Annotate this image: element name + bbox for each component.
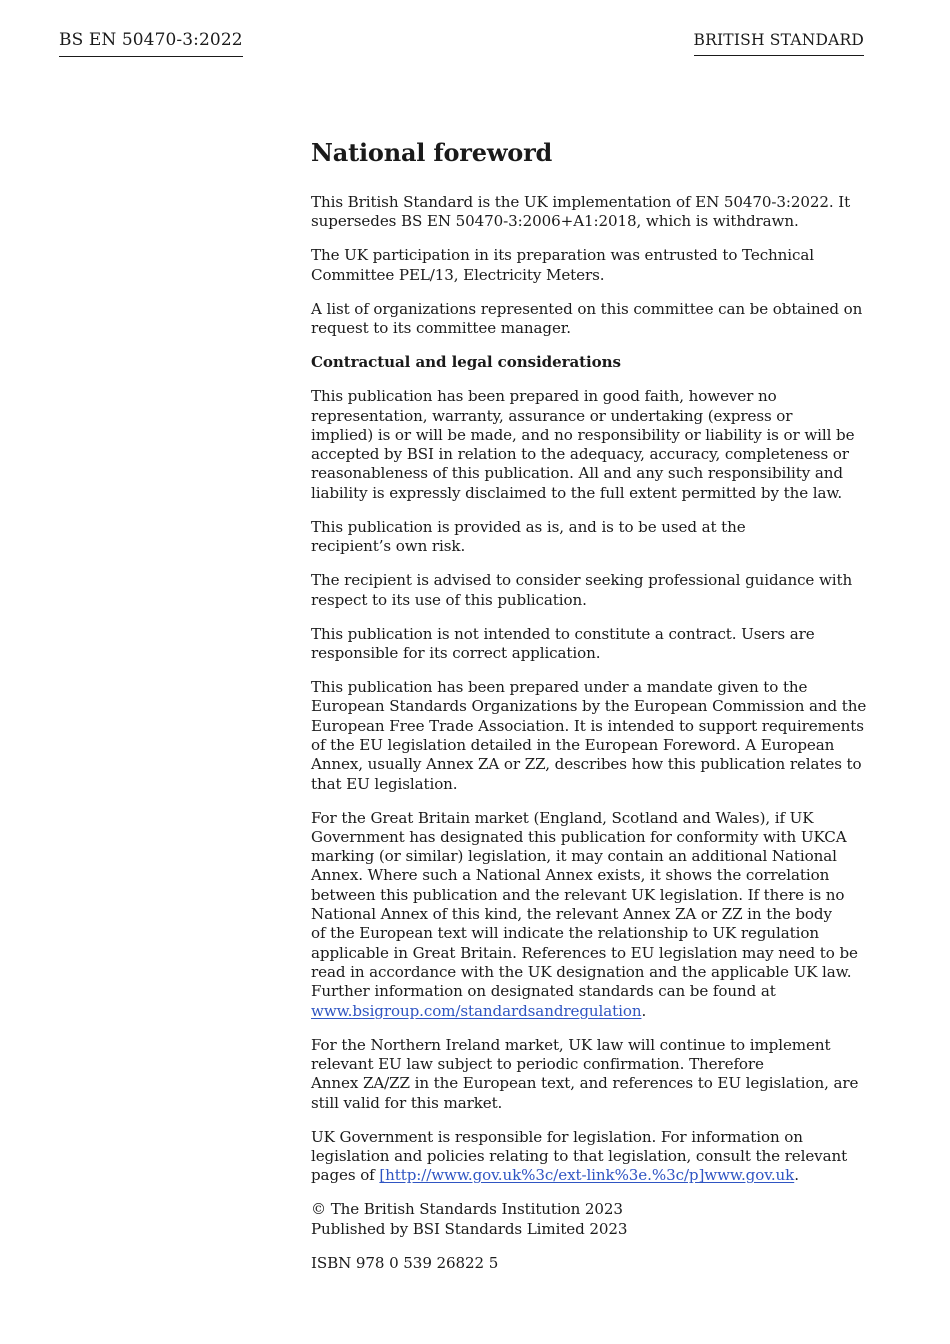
text-line: This publication is not intended to constitute a contract. Users are — [311, 624, 815, 643]
text-line: Government has designated this publication for conformity with UKCA — [311, 827, 847, 846]
text-line: For the Northern Ireland market, UK law will continue to implement — [311, 1035, 831, 1054]
text-line: For the Great Britain market (England, Scotland and Wales), if UK — [311, 808, 814, 827]
copyright-notice — [311, 1200, 871, 1239]
guidance-paragraph — [311, 571, 871, 610]
text-line: Committee PEL/13, Electricity Meters. — [311, 265, 605, 284]
pages-of-text: pages of — [311, 1166, 380, 1185]
text-line: legislation and policies relating to that legislation, consult the relevant — [311, 1146, 848, 1165]
implementation-paragraph — [311, 193, 871, 232]
text-line: Annex. Where such a National Annex exists, it shows the correlation — [311, 866, 830, 885]
text-line: of the European text will indicate the relationship to UK regulation — [311, 924, 819, 943]
text-line: A list of organizations represented on this committee can be obtained on — [311, 299, 863, 318]
as-is-paragraph — [311, 518, 871, 557]
good-faith-paragraph — [311, 387, 871, 503]
text-line: that EU legislation. — [311, 774, 458, 793]
gov-uk-link[interactable]: [http://www.gov.uk%3c/ext-link%3e.%3c/p]www.gov.uk — [379, 1166, 795, 1185]
text-line: The UK participation in its preparation was entrusted to Technical — [311, 246, 814, 265]
text-line: supersedes BS EN 50470-3:2006+A1:2018, which is withdrawn. — [311, 212, 799, 231]
bsigroup-standards-link[interactable]: www.bsigroup.com/standardsandregulation — [311, 1001, 642, 1020]
northern-ireland-paragraph — [311, 1036, 871, 1113]
text-line: of the EU legislation detailed in the European Foreword. A European — [311, 735, 835, 754]
page-title: National foreword — [311, 138, 553, 167]
text-line: This British Standard is the UK implementation of EN 50470-3:2022. It — [311, 193, 851, 211]
period: . — [641, 1001, 647, 1020]
contract-paragraph — [311, 625, 871, 664]
national-foreword-section — [311, 136, 871, 1288]
text-line: responsible for its correct application. — [311, 643, 601, 662]
uk-government-paragraph — [311, 1128, 871, 1186]
text-line: liability is expressly disclaimed to the full extent permitted by the law. — [311, 483, 843, 502]
text-line: National Annex of this kind, the relevant Annex ZA or ZZ in the body — [311, 905, 832, 924]
section-subheading: Contractual and legal considerations — [311, 353, 621, 372]
text-line: Annex ZA/ZZ in the European text, and references to EU legislation, are — [311, 1074, 859, 1093]
text-line: relevant EU law subject to periodic confirmation. Therefore — [311, 1054, 764, 1073]
text-line: recipient’s own risk. — [311, 537, 466, 556]
participation-paragraph — [311, 246, 871, 285]
text-line: This publication has been prepared in good faith, however no — [311, 387, 777, 406]
text-line: between this publication and the relevant UK legislation. If there is no — [311, 885, 845, 904]
great-britain-paragraph — [311, 809, 871, 1021]
text-line: reasonableness of this publication. All and any such responsibility and — [311, 464, 843, 483]
copyright-line: © The British Standards Institution 2023 — [311, 1200, 623, 1219]
text-line: This publication has been prepared under a mandate given to the — [311, 678, 808, 697]
text-line: read in accordance with the UK designation and the applicable UK law. — [311, 962, 852, 981]
mandate-paragraph — [311, 678, 871, 794]
text-line: accepted by BSI in relation to the adequacy, accuracy, completeness or — [311, 445, 849, 464]
text-line: This publication is provided as is, and is to be used at the — [311, 517, 746, 536]
text-line: respect to its use of this publication. — [311, 590, 587, 609]
text-line: representation, warranty, assurance or undertaking (express or — [311, 406, 793, 425]
text-line: European Standards Organizations by the European Commission and the — [311, 697, 867, 716]
text-line — [311, 1166, 871, 1185]
document-id: BS EN 50470-3:2022 — [59, 30, 243, 57]
publisher-line: Published by BSI Standards Limited 2023 — [311, 1219, 628, 1238]
text-line: still valid for this market. — [311, 1093, 503, 1112]
text-line: The recipient is advised to consider seeking professional guidance with — [311, 571, 853, 590]
text-line: implied) is or will be made, and no responsibility or liability is or will be — [311, 425, 855, 444]
text-line — [311, 1002, 871, 1021]
text-line: European Free Trade Association. It is intended to support requirements — [311, 716, 864, 735]
text-line: applicable in Great Britain. References to EU legislation may need to be — [311, 943, 858, 962]
isbn: ISBN 978 0 539 26822 5 — [311, 1253, 499, 1272]
text-line: marking (or similar) legislation, it may contain an additional National — [311, 847, 837, 866]
text-line: Further information on designated standards can be found at — [311, 982, 776, 1001]
text-line: UK Government is responsible for legislation. For information on — [311, 1127, 803, 1146]
period: . — [794, 1166, 799, 1185]
standard-series-label: BRITISH STANDARD — [694, 31, 865, 56]
committee-list-paragraph — [311, 300, 871, 339]
text-line: request to its committee manager. — [311, 319, 571, 338]
text-line: Annex, usually Annex ZA or ZZ, describes how this publication relates to — [311, 755, 862, 774]
